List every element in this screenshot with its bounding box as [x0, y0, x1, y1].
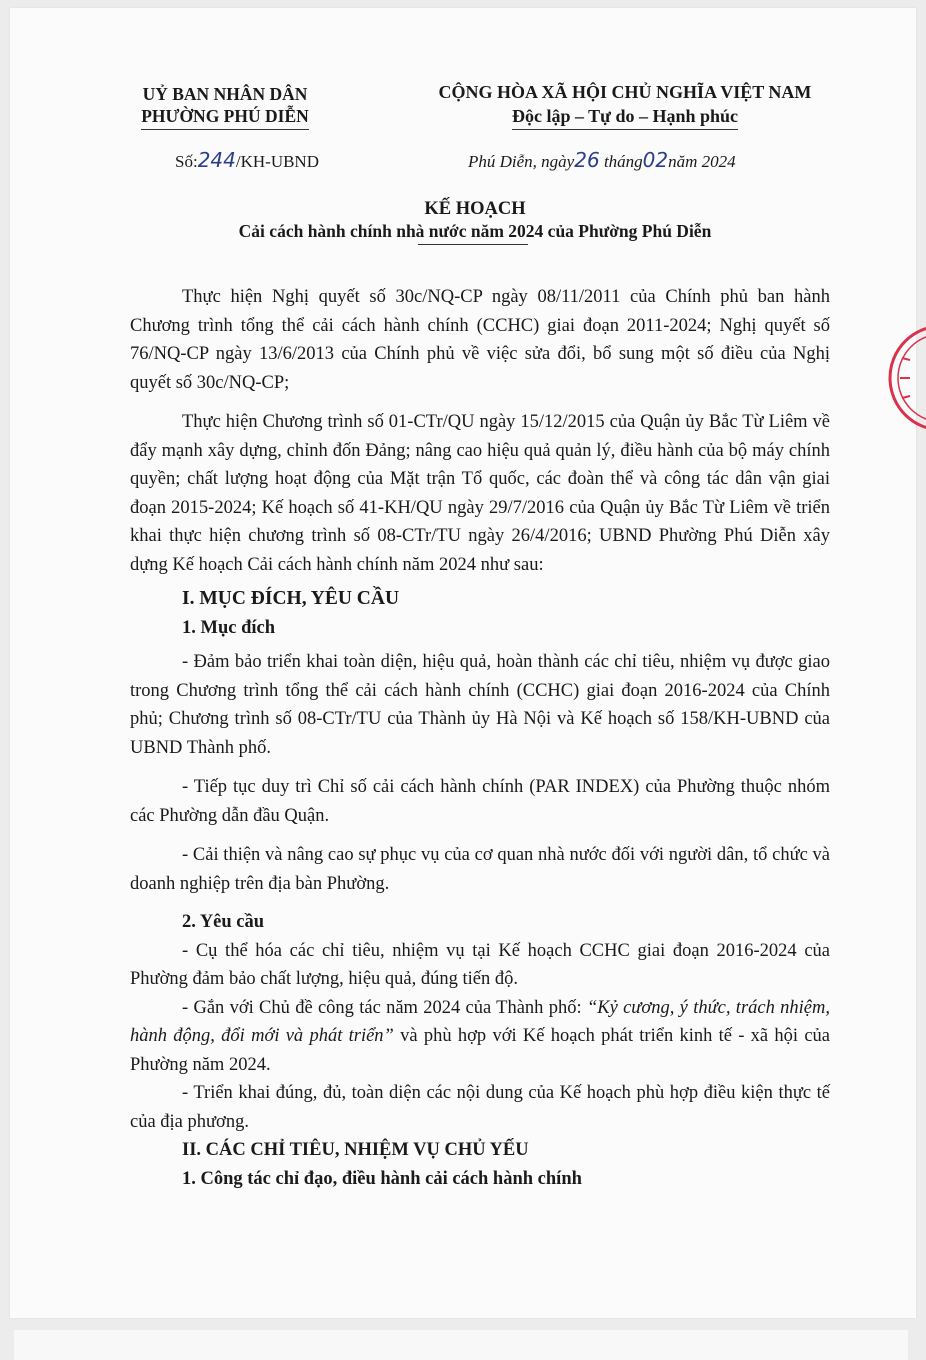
- document-title: KẾ HOẠCH: [424, 199, 526, 219]
- number-suffix: /KH-UBND: [235, 152, 319, 171]
- document-number: [175, 148, 319, 172]
- document-subtitle: Cải cách hành chính nhà nước năm 2024 của Phường Phú Diễn: [238, 221, 712, 241]
- requirement-item-3: - Triển khai đúng, đủ, toàn diện các nội dung của Kế hoạch phù hợp điều kiện thực tế của địa phương.: [130, 1083, 830, 1132]
- next-page-edge: [14, 1330, 908, 1360]
- requirement-item-2-end: và phù hợp với Kế hoạch phát triển kinh tế - xã hội của Phường năm 2024.: [130, 1026, 831, 1075]
- requirement-item-2-start: - Gắn với Chủ đề công tác năm 2024 của Thành phố:: [182, 997, 587, 1018]
- purpose-item-2: - Tiếp tục duy trì Chỉ số cải cách hành chính (PAR INDEX) của Phường thuộc nhóm các Phường dẫn đầu Quận.: [130, 777, 830, 826]
- document-date: [468, 148, 736, 172]
- date-month-label: tháng: [603, 152, 643, 171]
- national-motto: [395, 80, 855, 130]
- section-heading-2: II. CÁC CHỈ TIÊU, NHIỆM VỤ CHỦ YẾU: [182, 1140, 529, 1160]
- document-body: [130, 283, 830, 1193]
- subtitle-underline: [418, 244, 528, 245]
- purpose-item-3: - Cải thiện và nâng cao sự phục vụ của cơ quan nhà nước đối với người dân, tổ chức và doanh nghiệp trên địa bàn Phường.: [130, 845, 830, 894]
- requirement-item-2: [130, 994, 830, 1080]
- requirement-item-1: - Cụ thể hóa các chỉ tiêu, nhiệm vụ tại Kế hoạch CCHC giai đoạn 2016-2024 của Phường đảm bảo chất lượng, hiệu quả, đúng tiến độ.: [130, 940, 830, 989]
- date-place: Phú Diễn, ngày: [468, 152, 575, 171]
- intro-paragraph-2: Thực hiện Chương trình số 01-CTr/QU ngày 15/12/2015 của Quận ủy Bắc Từ Liêm về đẩy mạnh xây dựng, chỉnh đốn Đảng; nâng cao hiệu quả quản lý, điều hành của bộ máy chính quyền; chất lượng hoạt động của Mặt trận Tổ quốc, các đoàn thể và công tác dân vận giai đoạn 2015-2024; Kế hoạch số 41-KH/QU ngày 29/7/2016 của Quận ủy Bắc Từ Liêm về triển khai thực hiện chương trình số 08-CTr/TU ngày 26/4/2016; UBND Phường Phú Diễn xây dựng Kế hoạch Cải cách hành chính năm 2024 như sau:: [130, 412, 830, 575]
- intro-paragraph-1: Thực hiện Nghị quyết số 30c/NQ-CP ngày 08/11/2011 của Chính phủ ban hành Chương trình tổng thể cải cách hành chính (CCHC) giai đoạn 2011-2024; Nghị quyết số 76/NQ-CP ngày 13/6/2013 của Chính phủ về việc sửa đổi, bổ sung một số điều của Nghị quyết số 30c/NQ-CP;: [130, 287, 830, 393]
- requirement-item-2-quote: “Kỷ cương, ý thức, trách nhiệm, hành động, đổi mới và phát triển”: [130, 997, 830, 1046]
- nation-name: CỘNG HÒA XÃ HỘI CHỦ NGHĨA VIỆT NAM: [438, 82, 812, 102]
- number-prefix: Số:: [175, 152, 198, 171]
- date-year: năm 2024: [668, 152, 736, 171]
- section-heading-1: I. MỤC ĐÍCH, YÊU CẦU: [182, 588, 400, 609]
- date-month: 02: [642, 148, 669, 172]
- authority-line-1: UỶ BAN NHÂN DÂN: [142, 84, 308, 104]
- motto: Độc lập – Tự do – Hạnh phúc: [512, 104, 738, 130]
- authority-line-2: PHƯỜNG PHÚ DIỄN: [141, 105, 309, 130]
- issuing-authority: [100, 83, 350, 130]
- subsection-purpose: 1. Mục đích: [182, 617, 276, 638]
- subsection-requirements: 2. Yêu cầu: [182, 912, 265, 932]
- official-seal-icon: [880, 318, 926, 438]
- purpose-item-1: - Đảm bảo triển khai toàn diện, hiệu quả, hoàn thành các chỉ tiêu, nhiệm vụ được giao trong Chương trình tổng thể cải cách hành chính (CCHC) giai đoạn 2016-2024 của Chính phủ; Chương trình số 08-CTr/TU của Thành ủy Hà Nội và Kế hoạch số 158/KH-UBND của UBND Thành phố.: [130, 652, 830, 758]
- number-handwritten: 244: [197, 148, 236, 172]
- date-day: 26: [574, 148, 600, 172]
- subsection-direction: 1. Công tác chỉ đạo, điều hành cải cách hành chính: [182, 1168, 582, 1189]
